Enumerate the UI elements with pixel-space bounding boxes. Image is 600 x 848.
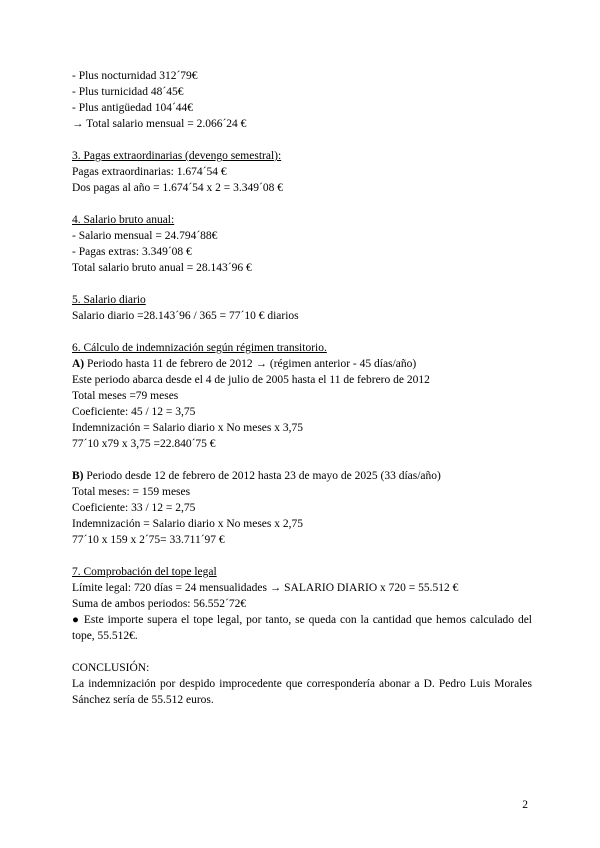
spacer xyxy=(72,548,532,564)
period-b-label: B) xyxy=(72,470,84,482)
section-7-bullet: ● Este importe supera el tope legal, por tanto, se queda con la cantidad que hemos calculado del tope, 55.512€. xyxy=(72,614,532,642)
period-a-text: Periodo hasta 11 de febrero de 2012 → (régimen anterior - 45 días/año) xyxy=(84,358,417,370)
period-b-line: 77´10 x 159 x 2´75= 33.711´97 € xyxy=(72,534,225,546)
conclusion-text: La indemnización por despido improcedente que correspondería abonar a D. Pedro Luis Morales Sánchez sería de 55.512 euros. xyxy=(72,678,532,706)
spacer xyxy=(72,276,532,292)
period-a-line: Indemnización = Salario diario x No meses x 3,75 xyxy=(72,422,303,434)
spacer xyxy=(72,644,532,660)
plus-antiguedad: - Plus antigüedad 104´44€ xyxy=(72,102,194,114)
section-4-line: Total salario bruto anual = 28.143´96 € xyxy=(72,262,252,274)
section-4-line: - Salario mensual = 24.794´88€ xyxy=(72,230,218,242)
page-content xyxy=(72,68,532,708)
period-a-label: A) xyxy=(72,358,85,370)
period-a-line: Este periodo abarca desde el 4 de julio de 2005 hasta el 11 de febrero de 2012 xyxy=(72,374,430,386)
period-b-line: Coeficiente: 33 / 12 = 2,75 xyxy=(72,502,196,514)
spacer xyxy=(72,132,532,148)
section-4-heading: 4. Salario bruto anual: xyxy=(72,214,175,226)
spacer xyxy=(72,196,532,212)
period-a-line: 77´10 x79 x 3,75 =22.840´75 € xyxy=(72,438,216,450)
period-a-title xyxy=(72,356,532,372)
section-5-heading: 5. Salario diario xyxy=(72,294,146,306)
period-b-line: Indemnización = Salario diario x No meses x 2,75 xyxy=(72,518,303,530)
section-5-line: Salario diario =28.143´96 / 365 = 77´10 € diarios xyxy=(72,310,299,322)
period-b-line: Total meses: = 159 meses xyxy=(72,486,191,498)
section-7-line: Suma de ambos periodos: 56.552´72€ xyxy=(72,598,247,610)
plus-turnicidad: - Plus turnicidad 48´45€ xyxy=(72,86,184,98)
section-7-heading: 7. Comprobación del tope legal xyxy=(72,566,217,578)
plus-nocturnidad: - Plus nocturnidad 312´79€ xyxy=(72,70,198,82)
spacer xyxy=(72,324,532,340)
section-3-heading: 3. Pagas extraordinarias (devengo semestral): xyxy=(72,150,282,162)
conclusion-heading: CONCLUSIÓN: xyxy=(72,662,150,674)
page-number: 2 xyxy=(522,799,528,811)
section-7-line: Límite legal: 720 días = 24 mensualidades → SALARIO DIARIO x 720 = 55.512 € xyxy=(72,582,459,594)
period-b-text: Periodo desde 12 de febrero de 2012 hasta 23 de mayo de 2025 (33 días/año) xyxy=(83,470,441,482)
section-3-line: Pagas extraordinarias: 1.674´54 € xyxy=(72,166,227,178)
section-3-line: Dos pagas al año = 1.674´54 x 2 = 3.349´08 € xyxy=(72,182,283,194)
period-a-line: Total meses =79 meses xyxy=(72,390,179,402)
period-a-line: Coeficiente: 45 / 12 = 3,75 xyxy=(72,406,196,418)
period-b-title xyxy=(72,468,532,484)
section-4-line: - Pagas extras: 3.349´08 € xyxy=(72,246,192,258)
spacer xyxy=(72,452,532,468)
section-6-heading: 6. Cálculo de indemnización según régimen transitorio. xyxy=(72,342,327,354)
total-salario-mensual: → Total salario mensual = 2.066´24 € xyxy=(72,118,247,130)
